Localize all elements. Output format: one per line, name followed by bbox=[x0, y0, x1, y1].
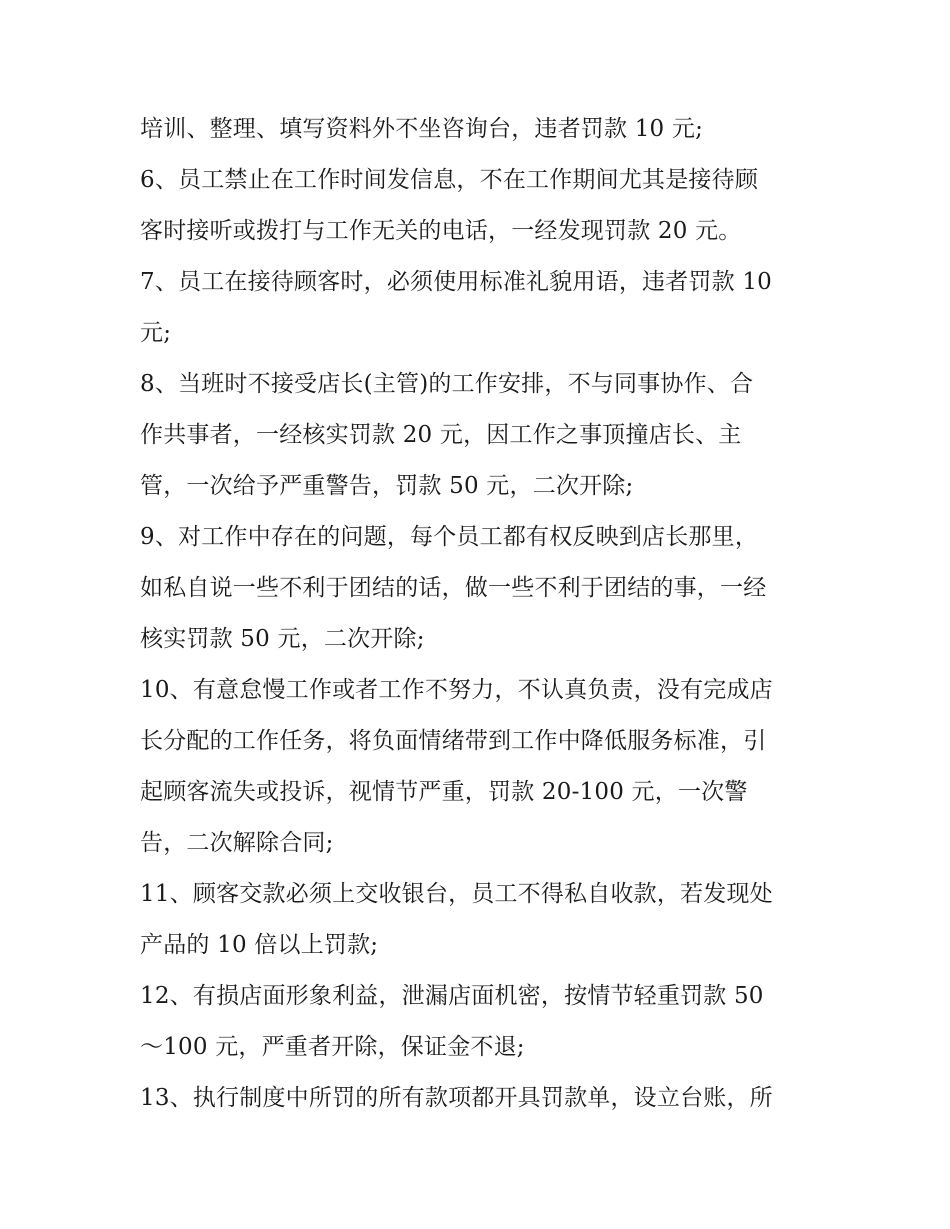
text-line: 管，一次给予严重警告，罚款 50 元，二次开除; bbox=[140, 473, 634, 499]
text-line: 起顾客流失或投诉，视情节严重，罚款 20-100 元，一次警 bbox=[140, 779, 748, 805]
text-line: 13、执行制度中所罚的所有款项都开具罚款单，设立台账，所 bbox=[140, 1085, 773, 1111]
text-line: 9、对工作中存在的问题，每个员工都有权反映到店长那里， bbox=[140, 524, 759, 550]
text-line: 作共事者，一经核实罚款 20 元，因工作之事顶撞店长、主 bbox=[140, 422, 742, 448]
text-line: 11、顾客交款必须上交收银台，员工不得私自收款，若发现处 bbox=[140, 881, 773, 907]
text-line: 客时接听或拨打与工作无关的电话，一经发现罚款 20 元。 bbox=[140, 218, 742, 244]
text-line: 元; bbox=[140, 320, 172, 346]
text-line: 长分配的工作任务，将负面情绪带到工作中降低服务标准，引 bbox=[140, 728, 767, 754]
text-line: 如私自说一些不利于团结的话，做一些不利于团结的事，一经 bbox=[140, 575, 767, 601]
text-line: 产品的 10 倍以上罚款; bbox=[140, 932, 379, 958]
text-line: 8、当班时不接受店长(主管)的工作安排，不与同事协作、合 bbox=[140, 371, 754, 397]
text-line: 7、员工在接待顾客时，必须使用标准礼貌用语，违者罚款 10 bbox=[140, 269, 773, 295]
text-line: 培训、整理、填写资料外不坐咨询台，违者罚款 10 元; bbox=[140, 116, 704, 142]
text-line: 6、员工禁止在工作时间发信息，不在工作期间尤其是接待顾 bbox=[140, 167, 759, 193]
text-line: 10、有意怠慢工作或者工作不努力，不认真负责，没有完成店 bbox=[140, 677, 773, 703]
text-line: 核实罚款 50 元，二次开除; bbox=[140, 626, 425, 652]
text-line: ～100 元，严重者开除，保证金不退; bbox=[140, 1034, 525, 1060]
text-line: 12、有损店面形象利益，泄漏店面机密，按情节轻重罚款 50 bbox=[140, 983, 764, 1009]
text-line: 告，二次解除合同; bbox=[140, 830, 334, 856]
